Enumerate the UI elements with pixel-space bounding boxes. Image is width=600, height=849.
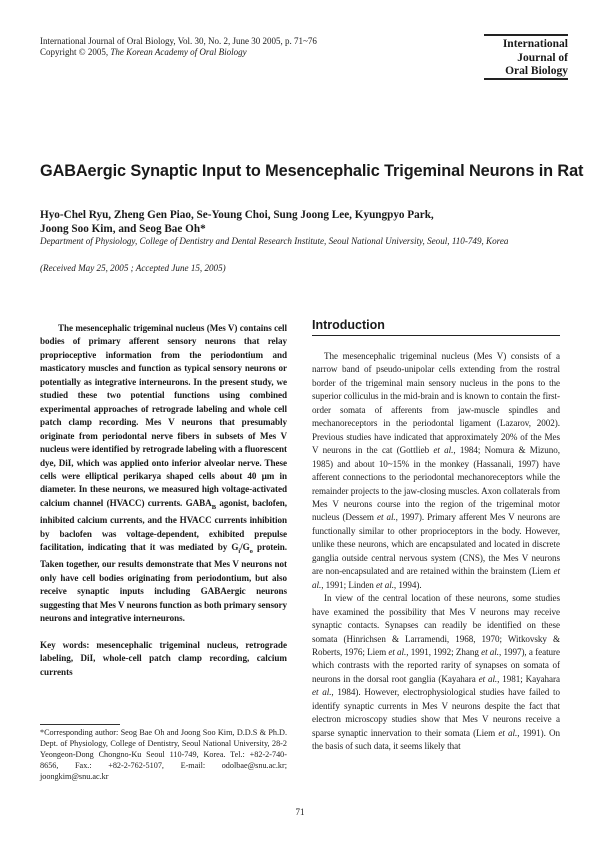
citation-et-al: et al.: [312, 566, 560, 590]
footnote-divider: [40, 724, 120, 725]
authors-line: Hyo-Chel Ryu, Zheng Gen Piao, Se-Young Choi, Sung Joong Lee, Kyungpyo Park,: [40, 209, 434, 221]
citation-et-al: et al.: [478, 673, 498, 684]
body-text: , 1991; Linden: [321, 579, 377, 590]
abstract-column: [40, 322, 287, 679]
body-text: , 1994).: [393, 579, 422, 590]
article-title: GABAergic Synaptic Input to Mesencephalic Trigeminal Neurons in Rat: [40, 162, 584, 180]
affiliation: Department of Physiology, College of Dentistry and Dental Research Institute, Seoul National University, Seoul, 110-749, Korea: [40, 236, 509, 246]
abstract-text: G: [231, 542, 239, 553]
page-number: 71: [295, 807, 305, 817]
received-dates: (Received May 25, 2005 ; Accepted June 15, 2005): [40, 263, 226, 273]
body-text: , 1984; Nomura & Mizuno, 1985) and about 10~15% in the monkey (Hassanali, 1997) have afferent connections to the periodontal mechanoreceptors while the remainder projects to the jaw-closing muscles. Axon collaterals from Mes V neurons course into the region of the trigeminal motor nucleus (Dessem: [312, 445, 560, 523]
body-paragraph: [312, 350, 560, 592]
abstract-paragraph: [40, 322, 287, 626]
journal-volume-line: International Journal of Oral Biology, Vol. 30, No. 2, June 30 2005, p. 71~76: [40, 36, 317, 46]
copyright-holder: The Korean Academy of Oral Biology: [110, 47, 247, 57]
body-text: The mesencephalic trigeminal nucleus (Mes V) consists of a narrow band of pseudo-unipolar cells extending from the rostral border of the trigeminal main sensory nucleus in the pons to the superior colliculus in the mid-brain and is known to contain the first-order somata of afferents from jaw-muscle spindles and mechanoreceptors in the periodontal ligament (Lazarov, 2002). Previous studies have indicated that approximately 20% of the Mes V neurons in the cat (Gottlieb: [312, 351, 560, 456]
citation-et-al: et al.: [433, 445, 454, 456]
subscript: i: [238, 547, 241, 555]
abstract-text: GABA: [185, 497, 212, 508]
citation-et-al: et al.: [388, 646, 407, 657]
journal-citation: [40, 36, 420, 58]
copyright-line: [40, 47, 420, 58]
copyright-prefix: Copyright: [40, 47, 79, 57]
body-paragraph: [312, 592, 560, 753]
copyright-symbol: ©: [78, 47, 86, 57]
body-text: , 1991). On the basis of such data, it seems likely that: [312, 727, 561, 752]
citation-et-al: et al.: [376, 579, 394, 590]
body-text: In view of the central location of these neurons, some studies have examined the possibility that Mes V neurons may receive synaptic contacts. Synapses can readily be identified on these somata (Hinrichsen & Larramendi, 1968, 1970; Witkovsky & Roberts, 1976; Liem: [312, 593, 560, 657]
abstract-text: agonist, baclofen, inhibited calcium currents, and the HVACC currents inhibition by baclofen was voltage-dependent, exhibited prepulse facilitation, indicating that it was mediated by: [40, 497, 287, 553]
introduction-column: [312, 318, 560, 754]
copyright-year: 2005,: [85, 47, 111, 57]
body-text: , 1997). Primary afferent Mes V neurons are functionally similar to other proprioceptors in the body. However, unlike these neurons, which are encapsulated and located in discrete ganglia outside central nervous system (CNS), the Mes V neurons are non-encapsulated and are retained within the brainstem (Liem: [312, 512, 560, 577]
abstract-text: /G: [240, 542, 250, 553]
citation-et-al: et al.: [481, 646, 499, 657]
body-text: , 1997), a feature which contrasts with the reported rarity of synapses on somata of neurons in the dorsal root ganglia (Kayahara: [312, 646, 561, 684]
subscript: B: [211, 503, 216, 511]
citation-et-al: et al.: [312, 687, 332, 698]
corresponding-author-footnote: *Corresponding author: Seog Bae Oh and Joong Soo Kim, D.D.S & Ph.D. Dept. of Physiology, College of Dentistry, Seoul National University, 28-2 Yeongeon-Dong Chongno-Ku Seoul 110-749, Korea. Tel.: +82-2-740-8656, Fax.: +82-2-762-5107, E-mail: odolbae@snu.ac.kr; joongkim@snu.ac.kr: [40, 728, 287, 781]
keywords: Key words: mesencephalic trigeminal nucleus, retrograde labeling, DiI, whole-cell patch clamp recording, calcium currents: [40, 639, 287, 677]
journal-name-line: International: [502, 38, 568, 50]
journal-name-line: Journal of: [517, 51, 568, 64]
author-list: [40, 208, 580, 236]
journal-name-line: Oral Biology: [505, 65, 568, 77]
journal-name-box: [484, 34, 568, 80]
abstract-text: The mesencephalic trigeminal nucleus (Mes V) contains cell bodies of primary afferent sensory neurons that relay proprioceptive information from the periodontium and masticatory muscles and function as typical sensory neurons or potentially as integrative interneurons. In the present study, we studied these two potential functions using combined experimental approaches of retrograde labeling and whole cell patch clamp recording. Mes V neurons that presumably originate from periodontal nerve fibers in subsets of Mes V nucleus were identified by retrograde labeling with a fluorescent dye, DiI, which was applied onto inferior alveolar nerve. These cells were elliptical perikarya shaped cells about 40 µm in diameter. In these neurons, we measured high voltage-activated calcium channel (HVACC) currents.: [40, 323, 287, 508]
citation-et-al: et al.: [376, 512, 396, 523]
body-text: , 1984). However, electrophysiological studies have failed to identify synaptic currents in Mes V neurons despite the fact that electron microscopy studies show that Mes V neurons receive a sparse synaptic innervation to their somata (Liem: [312, 687, 560, 738]
subscript: o: [249, 547, 253, 555]
body-text: , 1991, 1992; Zhang: [406, 646, 482, 657]
body-text: , 1981; Kayahara: [497, 673, 561, 684]
authors-line: Joong Soo Kim, and Seog Bae Oh*: [40, 223, 206, 235]
abstract-text: protein. Taken together, our results demonstrate that Mes V neurons not only have cell bodies originating from periodontium, but also receive synaptic inputs including GABAergic neurons suggesting that Mes V neurons function as both primary sensory neurons and integrative interneurons.: [40, 542, 287, 624]
citation-et-al: et al.: [498, 727, 518, 738]
section-heading: Introduction: [312, 318, 560, 336]
